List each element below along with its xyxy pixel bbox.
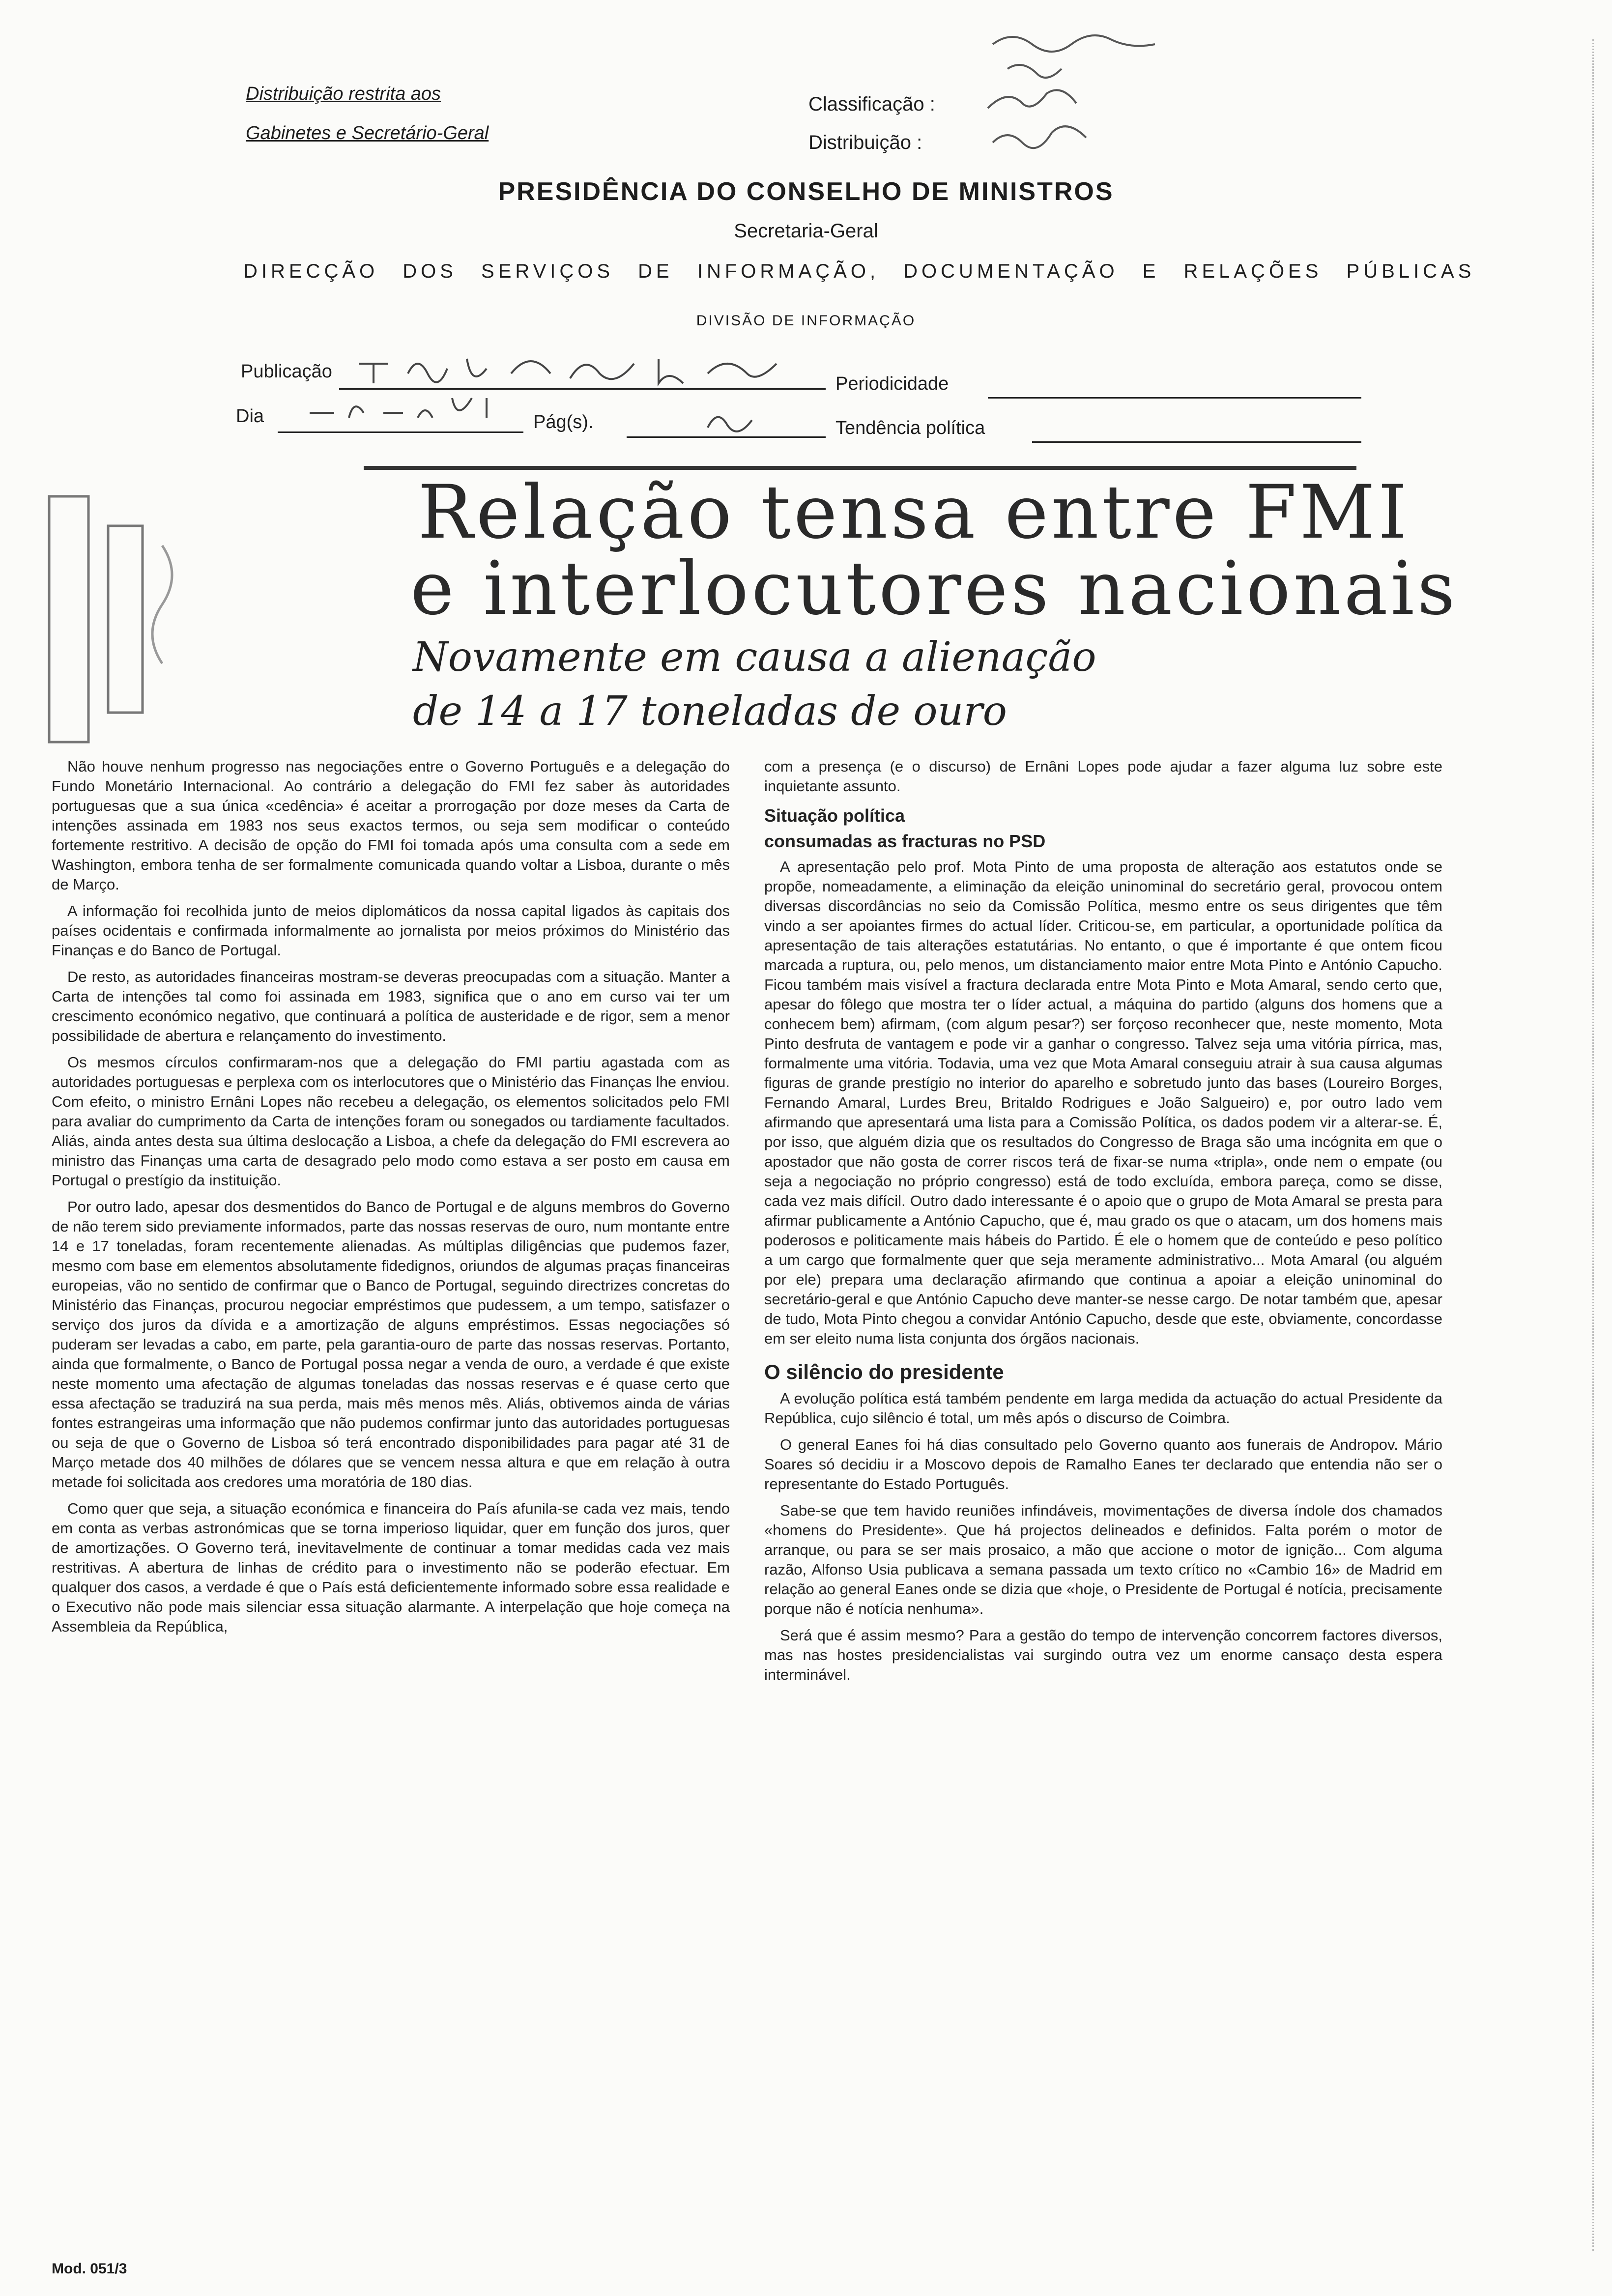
left-para-5: Por outro lado, apesar dos desmentidos do Banco de Portugal e de alguns membros do Governo de não terem sido previamente informados, parte das nossas reservas de ouro, num montante entre 14 e 17 toneladas, foram recentemente alienadas. As múltiplas diligências que pudemos fazer, mesmo com base em elementos absolutamente fidedignos, oriundos de algumas praças financeiras europeias, vão no sentido de confirmar que o Banco de Portugal, seguindo directrizes concretas do Ministério das Finanças, procurou negociar empréstimos que pudessem, a um tempo, satisfazer o serviço dos juros da dívida e a amortização de alguns empréstimos. Essas negociações só puderam ser levadas a cabo, em parte, pela garantia-ouro de parte das nossas reservas. Portanto, ainda que formalmente, o Banco de Portugal possa negar a venda de ouro, a verdade é que existe neste momento uma afectação de algumas toneladas das nossas reservas e é quase certo que essa afectação se traduzirá na sua perda, mais mês menos mês. Aliás, obtivemos ainda de várias fontes estrangeiras uma informação que não pudemos confirmar junto das autoridades portuguesas ou seja de que o Governo de Lisboa só terá encontrado disponibilidades para pagar até 31 de Março metade dos 40 milhões de dólares que se vencem nessa altura e que em relação à outra metade foi solicitada aos credores uma moratória de 180 dias. [52, 1198, 730, 1491]
clipping-top-rule [364, 466, 1356, 470]
scan-edge [1592, 39, 1594, 2251]
section2-para-1: A evolução política está também pendente em larga medida da actuação do actual Presidente da República, cujo silêncio é total, um mês após o discurso de Coimbra. [764, 1390, 1442, 1427]
distribuicao-label: Distribuição : [808, 132, 922, 153]
left-para-3: De resto, as autoridades financeiras mostram-se deveras preocupadas com a situação. Manter a Carta de intenções tal como foi assinada em 1983, significa que o ano em curso vai ter um crescimento económico negativo, que continuará a política de austeridade e de rigor, sem a menor possibilidade de abertura e relançamento do investimento. [52, 968, 730, 1044]
headline-line1: Relação tensa entre FMI [418, 470, 1410, 555]
pags-label: Pág(s). [533, 412, 594, 432]
restricted-line1: Distribuição restrita aos [246, 84, 441, 104]
article-left-column [52, 757, 730, 1643]
handwritten-annotation [978, 15, 1253, 162]
restricted-line2: Gabinetes e Secretário-Geral [246, 123, 489, 144]
subheadline-line2: de 14 a 17 toneladas de ouro [413, 688, 1007, 735]
section2-para-2: O general Eanes foi há dias consultado pelo Governo quanto aos funerais de Andropov. Mário Soares só decidiu ir a Moscovo depois de Ramalho Eanes ter declarado que entendia não ser o representante do Estado Português. [764, 1436, 1442, 1492]
right-intro: com a presença (e o discurso) de Ernâni Lopes pode ajudar a fazer alguma luz sobre este inquietante assunto. [764, 758, 1442, 795]
handwritten-page [698, 403, 767, 437]
section1-title: Situação política [764, 805, 905, 826]
periodicidade-line [988, 397, 1361, 399]
dia-label: Dia [236, 406, 264, 427]
form-code: Mod. 051/3 [52, 2261, 127, 2277]
handwritten-date [305, 383, 516, 432]
secretaria-geral: Secretaria-Geral [734, 220, 878, 242]
section2-para-3: Sabe-se que tem havido reuniões infindáveis, movimentações de diversa índole dos chamados «homens do Presidente». Que há projectos delineados e definidos. Falta porém o motor de arranque, ou para se ser mais prosaico, a mão que accione o motor de ignição... Com alguma razão, Alfonso Usia publicava a semana passada um texto crítico no «Cambio 16» de Madrid em relação ao general Eanes onde se dizia que «hoje, o Presidente de Portugal é notícia, precisamente porque não é notícia nenhuma». [764, 1502, 1442, 1617]
classificacao-label: Classificação : [808, 93, 935, 115]
divisao-label: DIVISÃO DE INFORMAÇÃO [696, 313, 916, 329]
left-para-2: A informação foi recolhida junto de meios diplomáticos da nossa capital ligados às capitais dos países ocidentais e confirmada informalmente ao jornalista por meios próximos do Ministério das Finanças e do Banco de Portugal. [52, 902, 730, 959]
headline-line2: e interlocutores nacionais [410, 546, 1458, 631]
left-para-6: Como quer que seja, a situação económica e financeira do País afunila-se cada vez mais, tendo em conta as verbas astronómicas que se torna imperioso liquidar, quer em função dos juros, quer de amortizações. O Governo terá, inevitavelmente de continuar a tomar medidas cada vez mais restritivas. A abertura de linhas de crédito para o investimento não se poderão efectuar. Em qualquer dos casos, a verdade é que o País está deficientemente informado sobre essa realidade e o Executivo não pode mais silenciar essa situação alarmante. A interpelação que hoje começa na Assembleia da República, [52, 1500, 730, 1635]
publicacao-label: Publicação [241, 361, 332, 382]
org-title: PRESIDÊNCIA DO CONSELHO DE MINISTROS [498, 177, 1114, 206]
direccao-line: DIRECÇÃO DOS SERVIÇOS DE INFORMAÇÃO, DOCUMENTAÇÃO E RELAÇÕES PÚBLICAS [243, 260, 1475, 282]
section2-para-4: Será que é assim mesmo? Para a gestão do tempo de intervenção concorrem factores diversos, mas nas hostes presidencialistas vai surgindo outra vez um enorme cansaço desta espera interminável. [764, 1627, 1442, 1683]
left-para-1: Não houve nenhum progresso nas negociações entre o Governo Português e a delegação do Fundo Monetário Internacional. Ao contrário a delegação do FMI fez saber às autoridades portuguesas que a sua única «cedência» é aceitar a prorrogação por doze meses da Carta de intenções assinada em 1983 nos seus exactos termos, ou seja sem modificar o conteúdo fortemente restritivo. A decisão de opção do FMI foi tomada após uma consulta com a sede em Washington, embora tenha de ser formalmente comunicada quando voltar a Lisboa, durante o mês de Março. [52, 758, 730, 893]
section1-para-1: A apresentação pelo prof. Mota Pinto de uma proposta de alteração aos estatutos onde se propõe, nomeadamente, a eliminação da eleição uninominal do secretário geral, provocou ontem diversas discordâncias no seio da Comissão Política, mesmo entre os seus dirigentes que têm vindo a ser apoiantes firmes do actual líder. Criticou-se, em particular, a oportunidade política da apresentação de tais alterações estatutárias. No entanto, o que é importante é que ontem ficou marcada a ruptura, ou, pelo menos, um distanciamento maior entre Mota Pinto e António Capucho. Ficou também mais visível a fractura declarada entre Mota Pinto e Mota Amaral, sendo certo que, apesar do fôlego que mostra ter o líder actual, a máquina do partido (alguns dos homens que a conhecem bem) afirmam, (com algum pesar?) ser forçoso reconhecer que, neste momento, Mota Pinto desfruta de vantagem e pode vir a ganhar o congresso. Talvez seja uma vitória pírrica, mas, formalmente uma vitória. Todavia, uma vez que Mota Amaral conseguiu atrair à sua causa algumas figuras de grande prestígio no interior do aparelho e sobretudo junto das bases (Loureiro Borges, Fernando Amaral, Lurdes Breu, Britaldo Rodrigues e João Salgueiro) e, por outro lado vem afirmando que apresentará uma lista para a Comissão Política, os dados podem vir a alterar-se. É, por isso, que alguém dizia que os resultados do Congresso de Braga são uma incógnita em que o apostador que não gosta de correr riscos terá de fixar-se numa «tripla», onde nem o empate (ou seja a negociação no próprio congresso) está de todo excluída, embora pareça, como se disse, cada vez mais difícil. Outro dado interessante é o apoio que o grupo de Mota Amaral se presta para afirmar publicamente a António Capucho, que é, mau grado os que o atacam, um dos homens mais poderosos e politicamente mais hábeis do Partido. É ele o homem que de conteúdo e peso político a um cargo que formalmente quer que seja meramente administrativo... Mota Amaral (ou alguém por ele) prepara uma declaração afirmando que continua a apoiar a eleição uninominal do secretário-geral e que António Capucho deve manter-se nesse cargo. De notar também que, apesar de tudo, Mota Pinto chegou a convidar António Capucho, desde que este, obviamente, concordasse em ser eleito numa lista conjunta dos órgãos nacionais. [764, 858, 1442, 1347]
periodicidade-label: Periodicidade [835, 373, 949, 394]
subheadline-line1: Novamente em causa a alienação [413, 634, 1096, 681]
tendencia-line [1032, 441, 1361, 443]
newspaper-masthead-fragment [39, 487, 206, 762]
section2-title: O silêncio do presidente [764, 1360, 1004, 1383]
left-para-4: Os mesmos círculos confirmaram-nos que a delegação do FMI partiu agastada com as autoridades portuguesas e perplexa com os interlocutores que o Ministério das Finanças lhe enviou. Com efeito, o ministro Ernâni Lopes não recebeu a delegação, os elementos solicitados pelo FMI para avaliar do cumprimento da Carta de intenções foram ou sonegados ou tardiamente facultados. Aliás, ainda antes desta sua última deslocação a Lisboa, a chefe da delegação do FMI escrevera ao ministro das Finanças uma carta de desagrado pelo modo como estava a ser posto em causa em Portugal o prestígio da instituição. [52, 1054, 730, 1189]
section1-subtitle: consumadas as fracturas no PSD [764, 831, 1046, 851]
tendencia-label: Tendência política [835, 418, 985, 438]
article-right-column [764, 757, 1442, 1692]
